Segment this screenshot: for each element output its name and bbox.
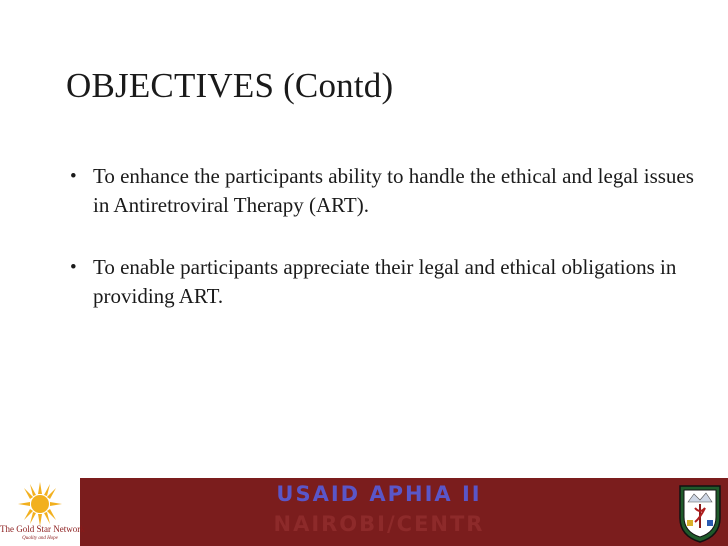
bullet-item	[70, 162, 710, 220]
bullet-glyph: •	[70, 257, 77, 278]
bullet-text: To enhance the participants ability to handle the ethical and legal issues in Antiretroviral Therapy (ART).	[93, 164, 694, 217]
footer-region-name: NAIROBI/CENTR	[273, 512, 485, 536]
slide-title: OBJECTIVES (Contd)	[66, 66, 394, 105]
footer-program-name: USAID APHIA II	[276, 482, 482, 506]
bullet-list	[70, 162, 710, 344]
sun-icon	[14, 482, 66, 526]
crest-icon	[678, 484, 722, 544]
bullet-text: To enable participants appreciate their legal and ethical obligations in providing ART.	[93, 255, 677, 308]
gold-star-tagline: Quality and Hope	[22, 536, 58, 541]
bullet-glyph: •	[70, 166, 77, 187]
gold-star-network-name: The Gold Star Network	[0, 524, 85, 534]
bullet-item	[70, 253, 710, 311]
